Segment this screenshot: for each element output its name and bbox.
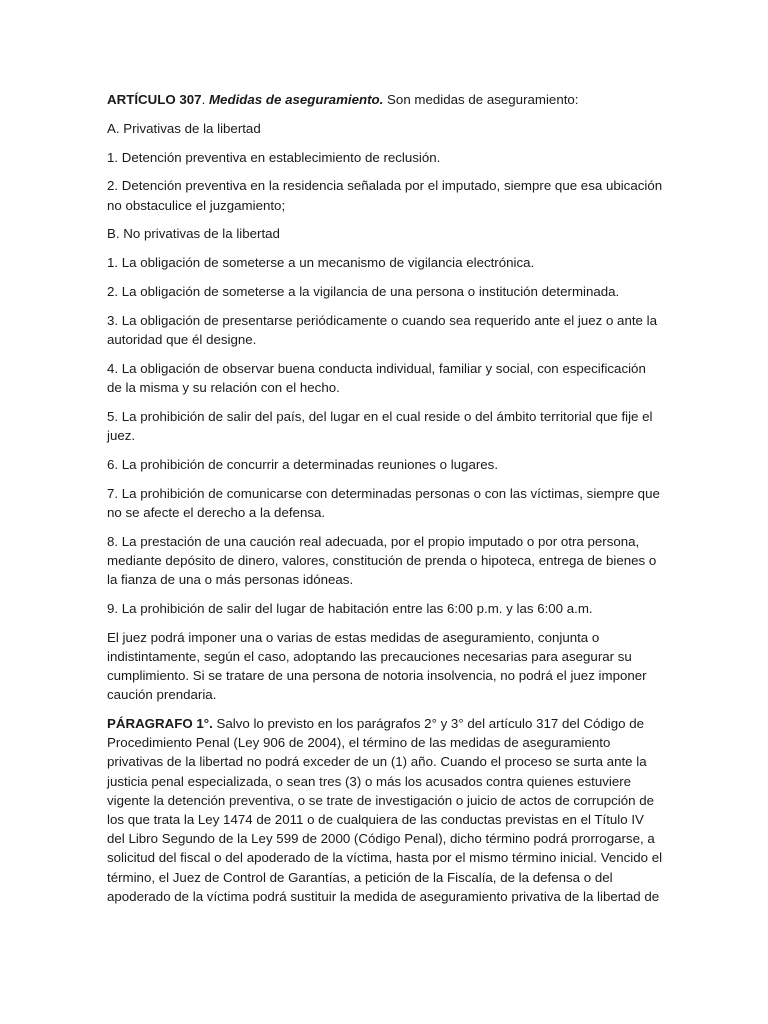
section-a-item: 1. Detención preventiva en establecimiento de reclusión. [107,149,441,165]
section-b-item: 4. La obligación de observar buena conducta individual, familiar y social, con especificación de la misma y su relación con el hecho. [107,360,646,395]
section-b-item: 7. La prohibición de comunicarse con determinadas personas o con las víctimas, siempre que no se afecte el derecho a la defensa. [107,485,660,520]
section-b-item: 9. La prohibición de salir del lugar de habitación entre las 6:00 p.m. y las 6:00 a.m. [107,600,593,616]
article-title: Medidas de aseguramiento. [208,92,384,107]
section-b-item: 2. La obligación de someterse a la vigilancia de una persona o institución determinada. [107,283,620,299]
section-b-item: 3. La obligación de presentarse periódicamente o cuando sea requerido ante el juez o ante la autoridad que él designe. [107,312,657,347]
section-b-heading: B. No privativas de la libertad [107,226,280,242]
paragrafo-1 [107,714,663,906]
article-dot: . [201,92,209,107]
closing-paragraph: El juez podrá imponer una o varias de estas medidas de aseguramiento, conjunta o indistintamente, según el caso, adoptando las precauciones necesarias para asegurar su cumplimiento. Si se tratare de una persona de notoria insolvencia, no podrá el juez imponer caución prendaria. [107,629,647,703]
section-b-item: 8. La prestación de una caución real adecuada, por el propio imputado o por otra persona, mediante depósito de dinero, valores, constitución de prenda o hipoteca, entrega de bienes o la fianza de una o más personas idóneas. [107,533,657,587]
section-b-item: 1. La obligación de someterse a un mecanismo de vigilancia electrónica. [107,255,535,271]
paragrafo-text: Salvo lo previsto en los parágrafos 2° y 3° del artículo 317 del Código de Procedimiento Penal (Ley 906 de 2004), el término de las medidas de aseguramiento privativas de la libertad no podrá exceder de un (1) año. Cuando el proceso se surta ante la justicia penal especializada, o sean tres (3) o más los acusados contra quienes estuviere vigente la detención preventiva, o se trate de investigación o juicio de actos de corrupción de los que trata la Ley 1474 de 2011 o de cualquiera de las conductas previstas en el Título IV del Libro Segundo de la Ley 599 de 2000 (Código Penal), dicho término podrá prorrogarse, a solicitud del fiscal o del apoderado de la víctima, hasta por el mismo término inicial. Vencido el término, el Juez de Control de Garantías, a petición de la Fiscalía, de la defensa o del apoderado de la víctima podrá sustituir la medida de aseguramiento privativa de la libertad de [107,715,663,904]
paragrafo-label: PÁRAGRAFO 1°. [107,715,213,731]
article-intro: Son medidas de aseguramiento: [383,92,579,107]
section-a-heading: A. Privativas de la libertad [107,120,261,136]
section-b-item: 5. La prohibición de salir del país, del lugar en el cual reside o del ámbito territorial que fije el juez. [107,408,653,443]
document-page [107,90,663,916]
section-b-item: 6. La prohibición de concurrir a determinadas reuniones o lugares. [107,456,499,472]
section-a-item: 2. Detención preventiva en la residencia señalada por el imputado, siempre que esa ubicación no obstaculice el juzgamiento; [107,178,663,213]
article-label: ARTÍCULO 307 [107,92,202,107]
article-heading [107,90,663,109]
